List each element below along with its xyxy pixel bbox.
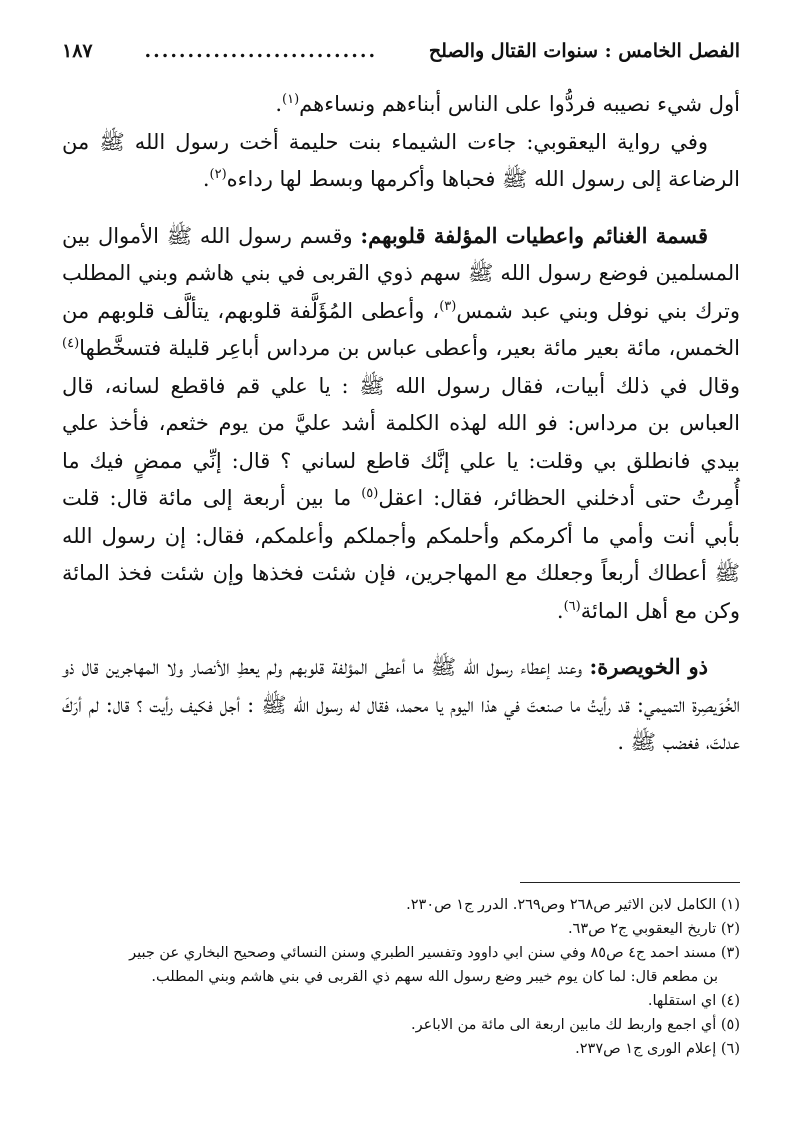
footnote-6: (٦) إعلام الورى ج١ ص٢٣٧.: [575, 1041, 740, 1057]
footnote-divider: [520, 882, 740, 883]
paragraph-1: أول شيء نصيبه فردُّوا على الناس أبناءهم ونساءهم$^{(١)}$.: [275, 92, 740, 116]
section-heading: ذو الخويصرة:: [589, 654, 709, 679]
footnote-ref[interactable]: (٤): [62, 336, 80, 351]
footnote-2: (٢) تاريخ اليعقوبي ج٢ ص٦٣.: [567, 921, 740, 937]
page-number: ١٨٧: [62, 40, 93, 62]
footnote-ref[interactable]: (٣): [439, 298, 457, 314]
footnote-3: (٣) مسند احمد ج٤ ص٨٥ وفي سنن ابي داوود وتفسير الطبري وسنن النسائي وصحيح البخاري عن جبير: [129, 945, 740, 961]
footnote-ref[interactable]: (٦): [563, 598, 581, 614]
running-header: [62, 34, 740, 68]
footnote-ref[interactable]: (١): [282, 92, 300, 107]
footnote-4: (٤) اي استقلها.: [647, 993, 740, 1009]
footnote-1: (١) الكامل لابن الاثير ص٢٦٨ وص٢٦٩. الدرر ج١ ص٢٣٠.: [406, 897, 740, 913]
paragraph-3: قسمة الغنائم واعطيات المؤلفة قلوبهم: وقسم رسول الله ﷺ الأموال بين المسلمين فوضع رسول الله ﷺ سهم ذوي القربى في بني هاشم وبني المطلب وترك بني نوفل وبني عبد شمس$^{(٣)}$، وأعطى المُؤَلَّفة قلوبهم، يتألَّف قلوبهم من الخمس، مائة بعير مائة بعير، وأعطى عباس بن مرداس أباعِر قليلة فتسخَّطها$^{(٤)}$ وقال في ذلك أبيات، فقال رسول الله ﷺ : يا علي قم فاقطع لسانه، قال العباس بن مرداس: فو الله لهذه الكلمة أشد عليَّ من يوم خثعم، فأخذ علي بيدي فانطلق بي وقلت: يا علي إنَّك قاطع لساني ؟ قال: إنِّي ممضٍ فيك ما أُمِرتُ حتى أدخلني الحظائر، فقال: اعقل$^{(٥)}$ ما بين أربعة إلى مائة قال: قلت بأبي أنت وأمي ما أكرمكم وأحلمكم وأجملكم وأعلمكم، فقال: إن رسول الله ﷺ أعطاك أربعاً وجعلك مع المهاجرين، فإن شئت فخذها وإن شئت فخذ المائة وكن مع أهل المائة$^{(٦)}$.: [62, 222, 740, 623]
paragraph-4: ذو الخويصرة: وعند إعطاء رسول الله ﷺ ما أعطى المؤلفة قلوبهم ولم يعطِ الأنصار ولا المهاجرين قال ذو الخُوَيصِرة التميمي: قد رأيتُ ما صنعتَ في هذا اليوم يا محمد، فقال له رسول الله ﷺ : أجل فكيف رأيت ؟ قال: لم أرَكَ عدلتَ، فغضب ﷺ .: [62, 654, 740, 754]
footnote-3-continued: بن مطعم قال: لما كان يوم خيبر وضع رسول الله سهم ذي القربى في بني هاشم وبني المطلب.: [151, 969, 718, 985]
footnotes: [62, 893, 740, 1061]
footnote-5: (٥) أي اجمع واربط لك مابين اربعة الى مائة من الاباعر.: [411, 1017, 740, 1033]
chapter-title: الفصل الخامس : سنوات القتال والصلح: [428, 40, 740, 62]
footnote-ref[interactable]: (٥): [361, 486, 379, 501]
footnote-ref[interactable]: (٢): [209, 167, 227, 182]
paragraph-2: وفي رواية اليعقوبي: جاءت الشيماء بنت حليمة أخت رسول الله ﷺ من الرضاعة إلى رسول الله ﷺ فحباها وأكرمها وبسط لها رداءه$^{(٢)}$.: [62, 129, 740, 191]
section-heading: قسمة الغنائم واعطيات المؤلفة قلوبهم:: [360, 222, 708, 248]
leader-dots: ...........................: [144, 40, 378, 62]
main-text: [62, 86, 740, 762]
